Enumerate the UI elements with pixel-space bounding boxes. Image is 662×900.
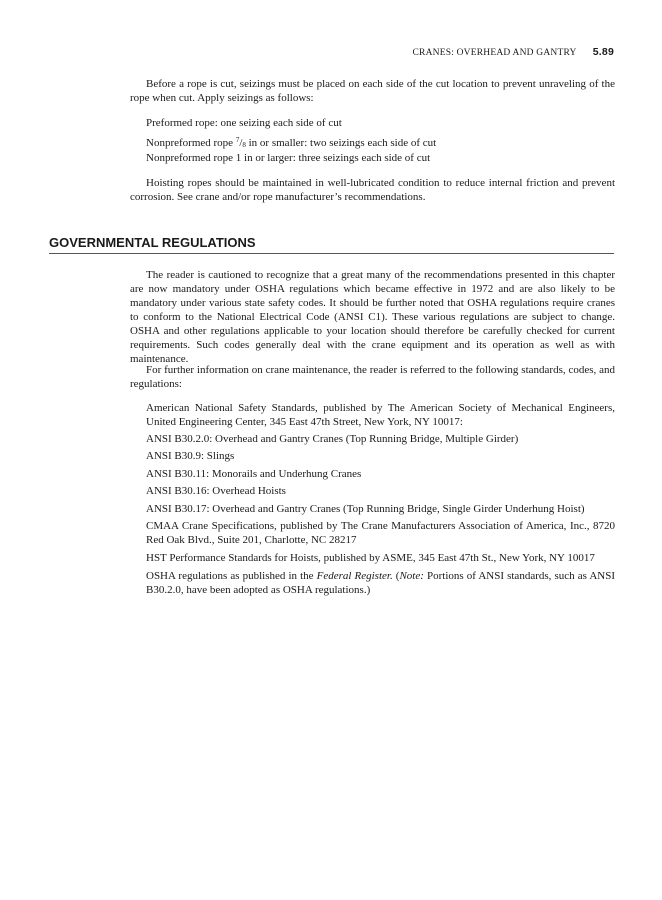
standard-item: HST Performance Standards for Hoists, published by ASME, 345 East 47th St., New York, NY 10017: [146, 552, 595, 564]
further-info-paragraph: For further information on crane maintenance, the reader is referred to the following standards, codes, and regulations:: [130, 364, 615, 390]
standard-item: ANSI B30.16: Overhead Hoists: [146, 485, 286, 497]
osha-pre: OSHA regulations as published in the: [146, 570, 317, 582]
standard-item: ANSI B30.9: Slings: [146, 450, 235, 462]
lubrication-paragraph: Hoisting ropes should be maintained in well-lubricated condition to reduce internal friction and prevent corrosion. See crane and/or rope manufacturer’s recommendations.: [130, 177, 615, 203]
fraction: $^7/_8$: [235, 136, 246, 149]
osha-item: OSHA regulations as published in the Federal Register. (Note: Portions of ANSI standards, such as ANSI B30.2.0, have been adopted as OSHA regulations.): [146, 570, 616, 596]
running-title: CRANES: OVERHEAD AND GANTRY: [412, 48, 577, 58]
federal-register: Federal Register.: [316, 570, 393, 582]
standard-item: American National Safety Standards, published by The American Society of Mechanical Engineers, United Engineering Center, 345 East 47th Street, New York, NY 10017:: [146, 402, 615, 428]
seizing-item-nonpreformed-large: Nonpreformed rope 1 in or larger: three seizings each side of cut: [146, 152, 431, 164]
page-number: 5.89: [592, 46, 614, 58]
section-heading: GOVERNMENTAL REGULATIONS: [49, 235, 614, 254]
note-label: Note:: [399, 570, 424, 582]
seizing-item-preformed: Preformed rope: one seizing each side of cut: [146, 117, 342, 129]
fraction-numerator: 7: [235, 136, 240, 144]
standard-item: ANSI B30.11: Monorails and Underhung Cranes: [146, 468, 362, 480]
running-header: [0, 46, 614, 58]
osha-post: Portions of ANSI standards, such as ANSI B30.2.0, have been adopted as OSHA regulations.): [146, 570, 616, 596]
seizing-item-tail: in or smaller: two seizings each side of cut: [245, 137, 437, 149]
standard-item: ANSI B30.17: Overhead and Gantry Cranes (Top Running Bridge, Single Girder Underhung Hoist): [146, 503, 585, 515]
regulations-paragraph: The reader is cautioned to recognize that a great many of the recommendations presented in this chapter are now mandatory under OSHA regulations which became effective in 1972 and are also likely to be mandatory under various state safety codes. It should be further noted that OSHA regulations require cranes to conform to the National Electrical Code (ANSI C1). These various regulations are subject to change. OSHA and other regulations applicable to your location should therefore be carefully checked for current requirements. Such codes generally deal with the crane equipment and its operation as well as with maintenance.: [130, 269, 615, 365]
seizing-intro: Before a rope is cut, seizings must be placed on each side of the cut location to prevent unraveling of the rope when cut. Apply seizings as follows:: [130, 78, 615, 104]
standard-item: ANSI B30.2.0: Overhead and Gantry Cranes (Top Running Bridge, Multiple Girder): [146, 433, 519, 445]
seizing-item-text: Nonpreformed rope: [146, 137, 236, 149]
fraction-denominator: 8: [242, 141, 246, 149]
standard-item: CMAA Crane Specifications, published by The Crane Manufacturers Association of America, Inc., 8720 Red Oak Blvd., Suite 201, Charlotte, NC 28217: [146, 520, 615, 546]
seizing-item-nonpreformed-small: [146, 133, 615, 152]
